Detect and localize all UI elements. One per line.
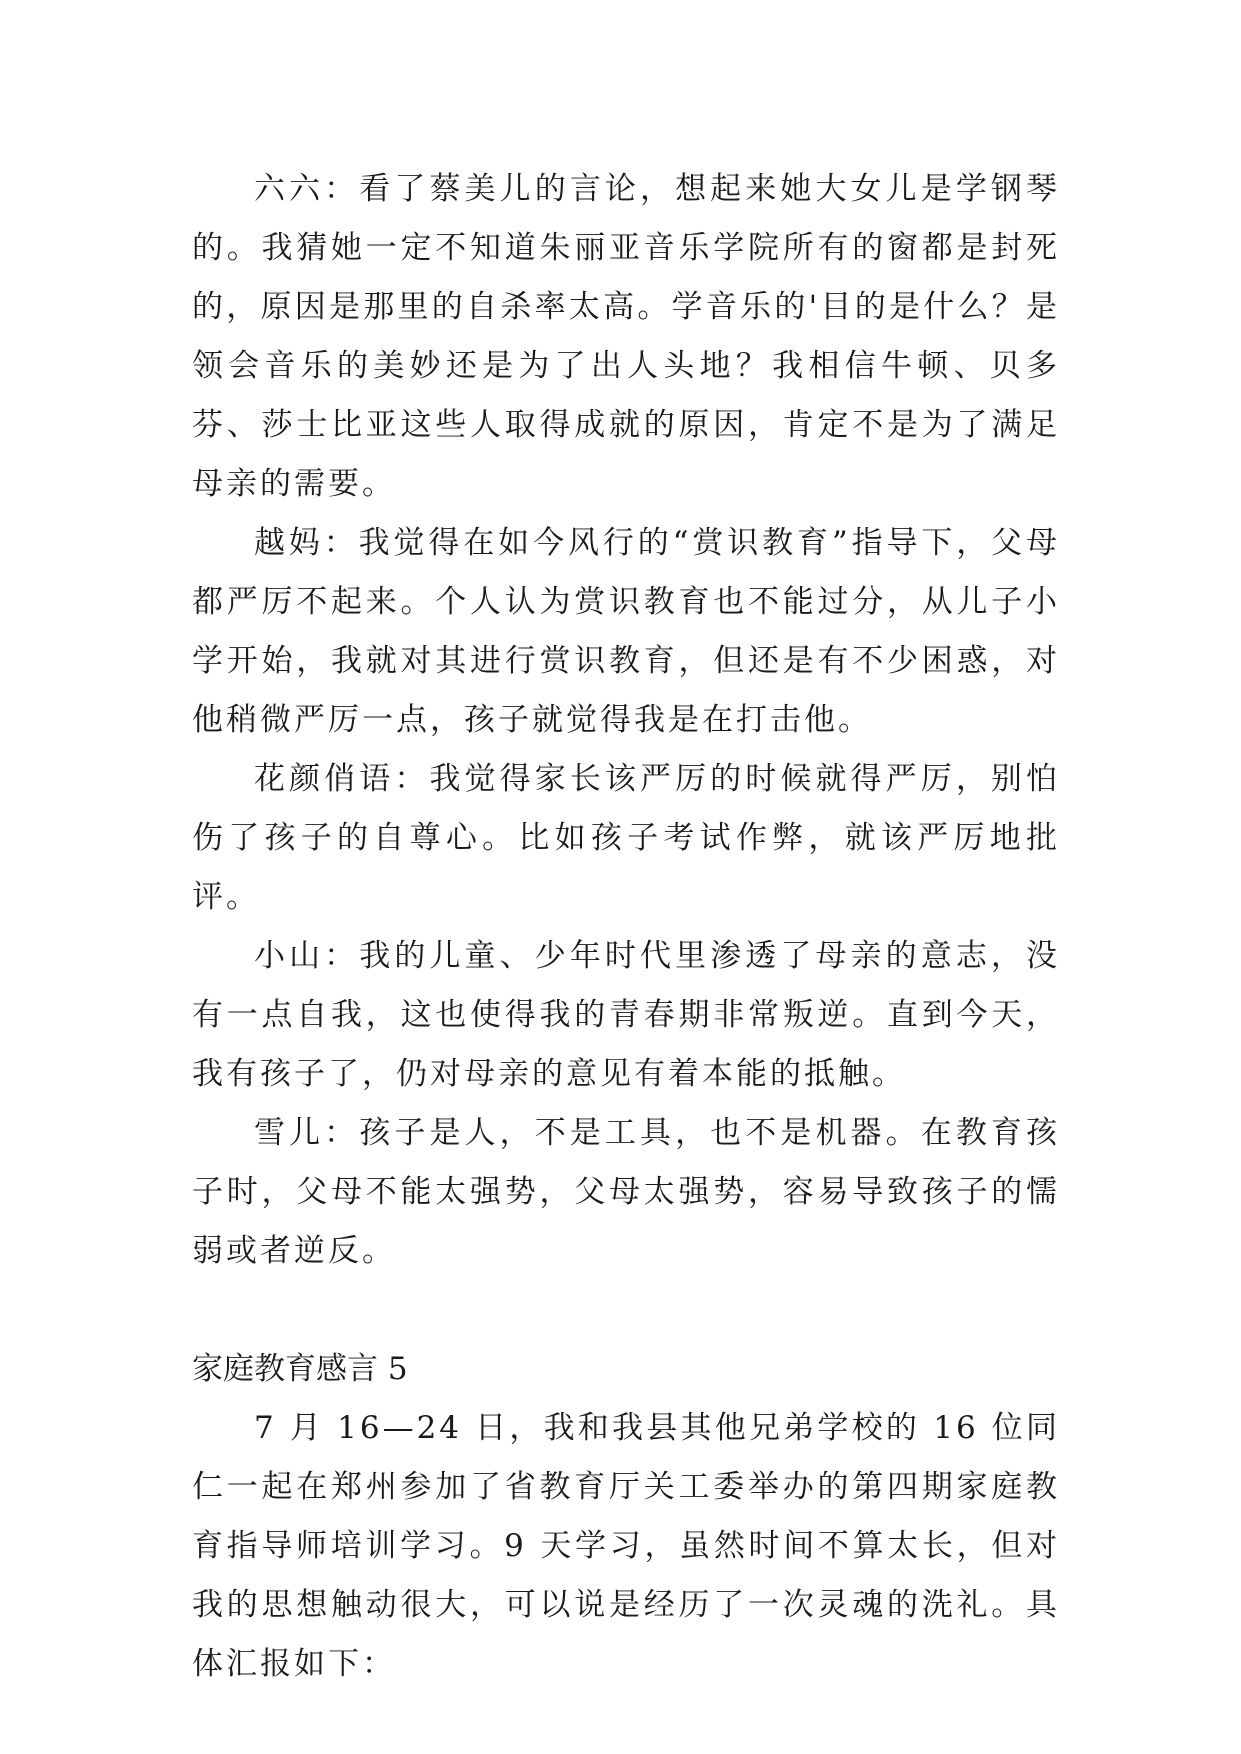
paragraph-yuema: 越妈：我觉得在如今风行的“赏识教育”指导下，父母都严厉不起来。个人认为赏识教育也不能过分，从儿子小学开始，我就对其进行赏识教育，但还是有不少困惑，对他稍微严厉一点，孩子就觉得我是在打击他。 [192,525,1060,738]
paragraph-xiaoshan: 小山：我的儿童、少年时代里渗透了母亲的意志，没有一点自我，这也使得我的青春期非常叛逆。直到今天，我有孩子了，仍对母亲的意见有着本能的抵触。 [192,938,1060,1092]
paragraph-huayanqiaoyu: 花颜俏语：我觉得家长该严厉的时候就得严厉，别怕伤了孩子的自尊心。比如孩子考试作弊，就该严厉地批评。 [192,761,1060,915]
paragraph-training-report: 7 月 16—24 日，我和我县其他兄弟学校的 16 位同仁一起在郑州参加了省教育厅关工委举办的第四期家庭教育指导师培训学习。9 天学习，虽然时间不算太长，但对我的思想触动很大，可以说是经历了一次灵魂的洗礼。具体汇报如下： [192,1410,1060,1682]
paragraph-xueer: 雪儿：孩子是人，不是工具，也不是机器。在教育孩子时，父母不能太强势，父母太强势，容易导致孩子的懦弱或者逆反。 [192,1115,1060,1269]
section-heading: 家庭教育感言 5 [192,1351,408,1387]
document-body [192,160,1060,1694]
paragraph-liuliu: 六六：看了蔡美儿的言论，想起来她大女儿是学钢琴的。我猜她一定不知道朱丽亚音乐学院所有的窗都是封死的，原因是那里的自杀率太高。学音乐的'目的是什么？是领会音乐的美妙还是为了出人头地？我相信牛顿、贝多芬、莎士比亚这些人取得成就的原因，肯定不是为了满足母亲的需要。 [192,171,1060,502]
